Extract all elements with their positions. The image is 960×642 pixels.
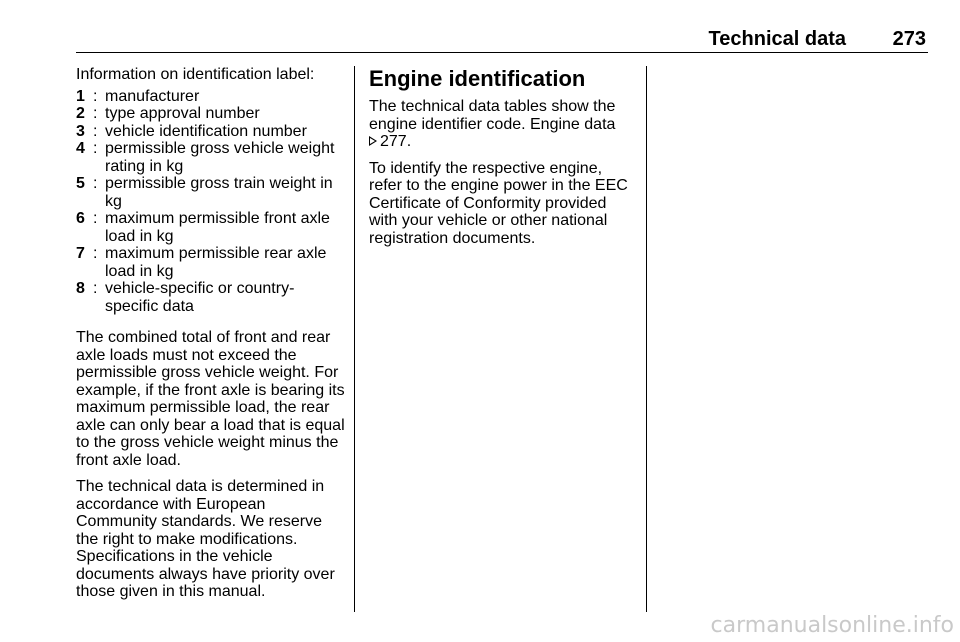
legend-text: manufacturer bbox=[105, 87, 200, 105]
legend-colon: : bbox=[93, 105, 98, 122]
legend-colon: : bbox=[93, 140, 98, 157]
arrow-reference-icon bbox=[369, 136, 377, 146]
legend-item bbox=[76, 140, 346, 175]
legend-number: 4 bbox=[76, 140, 85, 157]
legend-colon: : bbox=[93, 87, 98, 105]
legend-colon: : bbox=[93, 175, 98, 192]
legend-item bbox=[76, 123, 346, 141]
legend-text: vehicle identification number bbox=[105, 122, 307, 140]
legend-number: 6 bbox=[76, 210, 85, 227]
legend-number: 8 bbox=[76, 280, 85, 297]
column-divider bbox=[646, 66, 647, 612]
identification-legend bbox=[76, 88, 346, 316]
legend-number: 7 bbox=[76, 245, 85, 262]
legend-colon: : bbox=[93, 122, 98, 140]
right-column bbox=[369, 66, 635, 256]
legend-item bbox=[76, 280, 346, 315]
legend-item bbox=[76, 105, 346, 123]
engine-data-paragraph bbox=[369, 98, 635, 151]
watermark: carmanualsonline.info bbox=[710, 613, 954, 638]
legend-item bbox=[76, 210, 346, 245]
left-column bbox=[76, 66, 346, 610]
legend-item bbox=[76, 175, 346, 210]
legend-item bbox=[76, 245, 346, 280]
legend-colon: : bbox=[93, 210, 98, 227]
legend-text: maximum permissible front axle load in kg bbox=[105, 210, 330, 245]
reference-page-link[interactable]: 277. bbox=[380, 133, 412, 150]
legend-intro: Information on identification label: bbox=[76, 66, 315, 83]
legend-text: permissible gross train weight in kg bbox=[105, 175, 333, 210]
standards-paragraph: The technical data is determined in accordance with European Community standards. We reserve the right to make modifications. Specifications in the vehicle documents always have priority over those given in this manual. bbox=[76, 478, 335, 600]
legend-text: maximum permissible rear axle load in kg bbox=[105, 245, 327, 280]
column-divider bbox=[354, 66, 355, 612]
legend-number: 5 bbox=[76, 175, 85, 192]
section-title: Engine identification bbox=[369, 66, 586, 91]
header-title: Technical data bbox=[708, 28, 846, 50]
legend-number: 3 bbox=[76, 122, 85, 140]
page-header bbox=[76, 28, 928, 53]
axle-load-paragraph: The combined total of front and rear axle loads must not exceed the permissible gross vehicle weight. For example, if the front axle is bearing its maximum permissible load, the rear axle can only bear a load that is equal to the gross vehicle weight minus the front axle load. bbox=[76, 329, 345, 469]
page-number: 273 bbox=[892, 28, 926, 50]
legend-text: permissible gross vehicle weight rating in kg bbox=[105, 140, 335, 175]
legend-number: 1 bbox=[76, 87, 85, 105]
engine-data-text: The technical data tables show the engine identifier code. Engine data bbox=[369, 98, 616, 133]
legend-text: vehicle-specific or country-specific data bbox=[105, 280, 295, 315]
legend-colon: : bbox=[93, 280, 98, 297]
legend-number: 2 bbox=[76, 105, 85, 122]
legend-colon: : bbox=[93, 245, 98, 262]
legend-text: type approval number bbox=[105, 105, 260, 122]
legend-item bbox=[76, 88, 346, 106]
engine-power-paragraph: To identify the respective engine, refer to the engine power in the EEC Certificate of Conformity provided with your vehicle or other national registration documents. bbox=[369, 159, 628, 247]
